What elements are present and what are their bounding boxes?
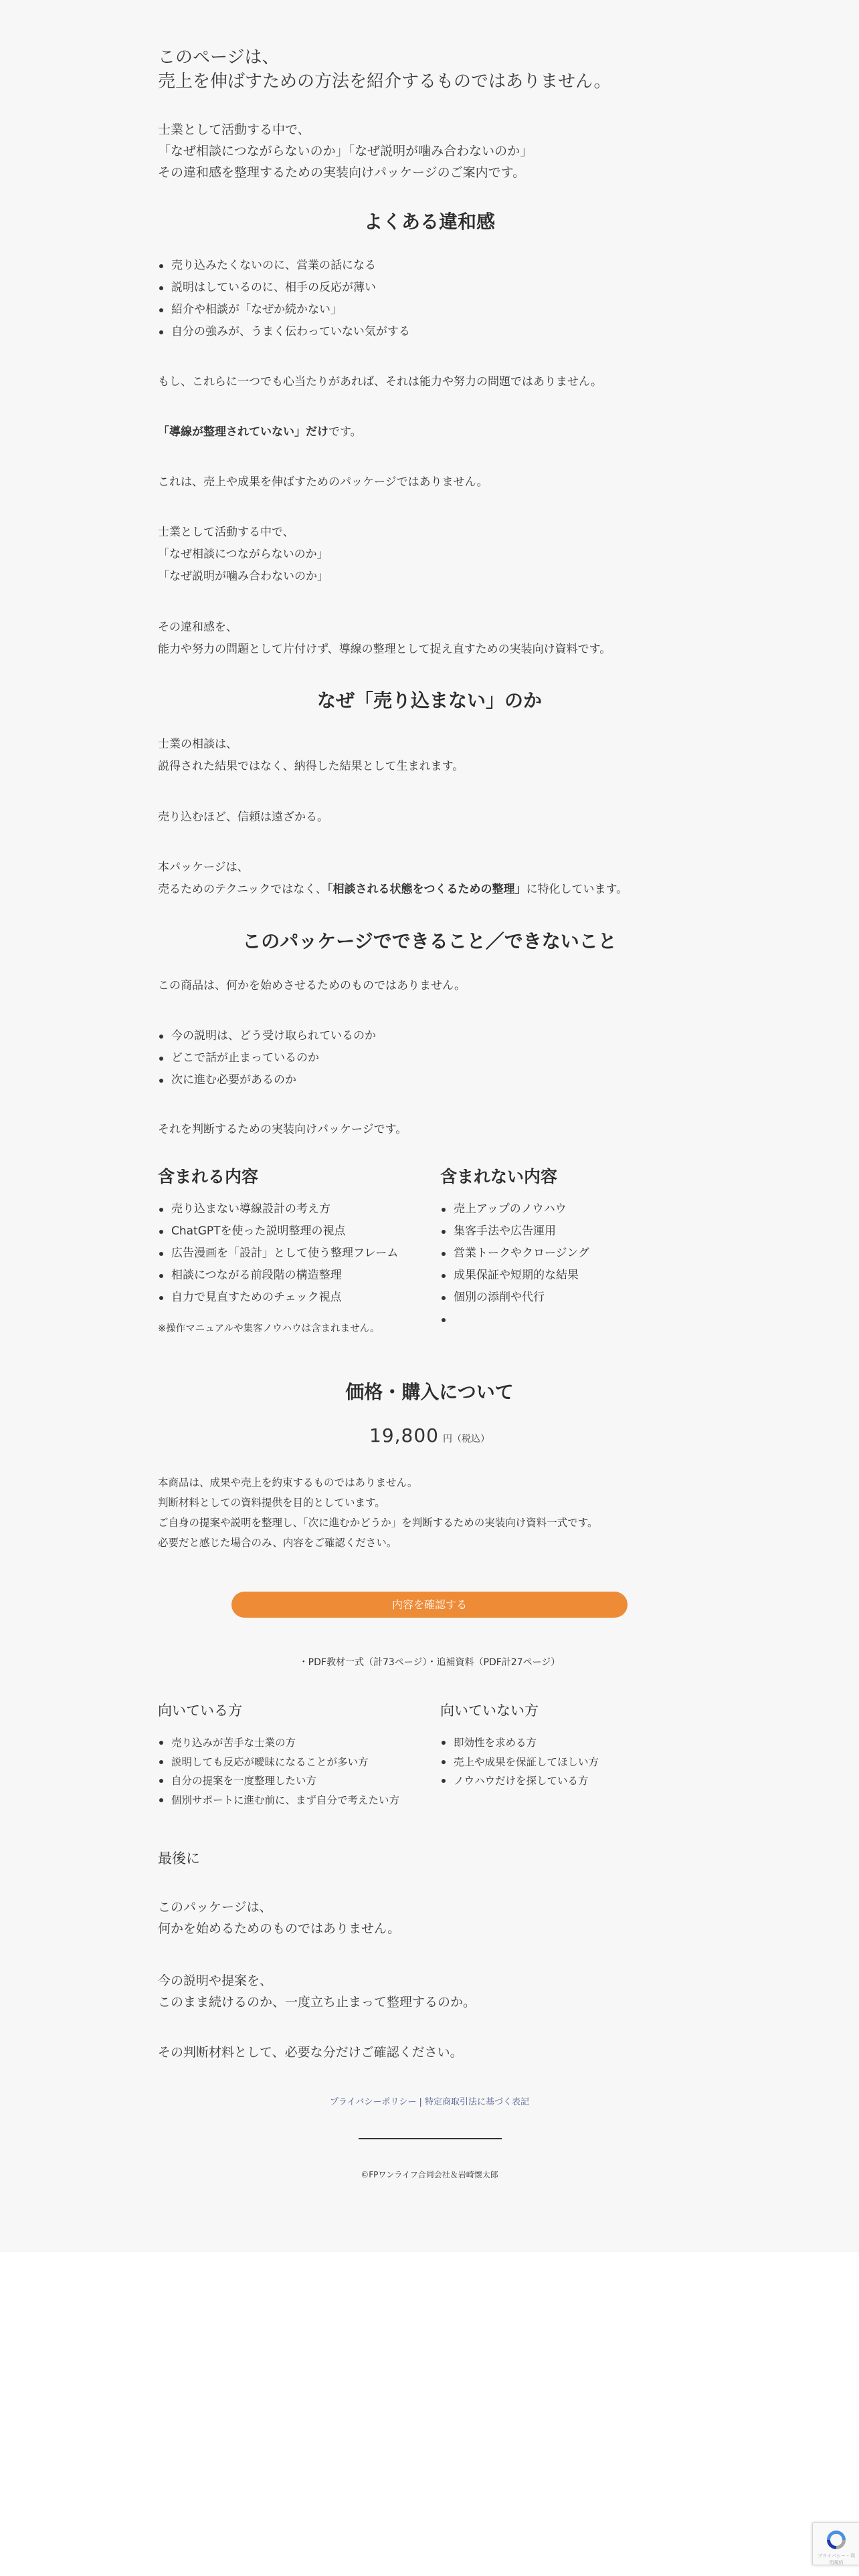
list-item: 相談につながる前段階の構造整理 <box>158 1265 425 1287</box>
closing-paragraph <box>158 1970 701 2013</box>
list-item: 今の説明は、どう受け取られているのか <box>158 1025 701 1047</box>
confirm-content-button[interactable]: 内容を確認する <box>231 1592 628 1618</box>
paragraph-line <box>158 879 701 901</box>
recaptcha-label[interactable]: プライバシー・利用規約 <box>818 2553 855 2565</box>
discomfort-emphasis <box>158 421 701 443</box>
intro-title-line: 売上を伸ばすための方法を紹介するものではありません。 <box>158 72 611 92</box>
not-suited-column <box>440 1700 701 1791</box>
emphasis-rest: です。 <box>328 425 362 439</box>
tokusho-link[interactable]: 特定商取引法に基づく表記 <box>425 2097 530 2107</box>
footer-links <box>158 2095 701 2107</box>
footer-separator: | <box>419 2097 422 2107</box>
list-item: 個別サポートに進む前に、まず自分で考えたい方 <box>158 1791 425 1810</box>
list-item: 広告漫画を「設計」として使う整理フレーム <box>158 1243 425 1265</box>
discomfort-list <box>158 255 701 343</box>
not-included-heading: 含まれない内容 <box>440 1167 558 1186</box>
list-item-empty <box>440 1309 701 1331</box>
list-item: 説明はしているのに、相手の反応が薄い <box>158 277 701 299</box>
list-item: 売上アップのノウハウ <box>440 1198 701 1220</box>
intro-lead-line: その違和感を整理するための実装向けパッケージのご案内です。 <box>158 165 526 180</box>
list-item: 自分の強みが、うまく伝わっていない気がする <box>158 321 701 343</box>
discomfort-paragraph <box>158 617 701 661</box>
why-paragraph <box>158 857 701 901</box>
paragraph-line: ご自身の提案や説明を整理し、「次に進むかどうか」を判断するための実装向け資料一式です。 <box>158 1517 598 1529</box>
discomfort-paragraph: もし、これらに一つでも心当たりがあれば、それは能力や努力の問題ではありません。 <box>158 375 603 389</box>
suited-heading: 向いている方 <box>158 1703 242 1719</box>
list-item: 売り込みたくないのに、営業の話になる <box>158 255 701 277</box>
list-item: 紹介や相談が「なぜか続かない」 <box>158 299 701 321</box>
price-display <box>158 1424 701 1446</box>
list-item: 売り込みが苦手な士業の方 <box>158 1733 425 1753</box>
recaptcha-icon <box>825 2529 848 2551</box>
closing-heading: 最後に <box>158 1850 200 1866</box>
pricing-description <box>158 1473 701 1553</box>
included-column <box>158 1164 425 1337</box>
emphasis-text: 「導線が整理されていない」だけ <box>158 425 328 439</box>
paragraph-line: 必要だと感じた場合のみ、内容をご確認ください。 <box>158 1537 397 1549</box>
closing-paragraph: その判断材料として、必要な分だけご確認ください。 <box>158 2045 463 2060</box>
intro-lead-line: 士業として活動する中で、 <box>158 122 310 137</box>
paragraph-line: その違和感を、 <box>158 621 237 634</box>
suited-column <box>158 1700 425 1810</box>
not-suited-list <box>440 1733 701 1791</box>
paragraph-line: 士業として活動する中で、 <box>158 526 294 539</box>
paragraph-line: 判断材料としての資料提供を目的としています。 <box>158 1497 385 1509</box>
intro-lead <box>158 119 701 183</box>
paragraph-text: 売るためのテクニックではなく、 <box>158 883 327 896</box>
included-note: ※操作マニュアルや集客ノウハウは含まれません。 <box>158 1323 380 1334</box>
paragraph-line: 何かを始めるためのものではありません。 <box>158 1921 401 1936</box>
paragraph-line: 本商品は、成果や売上を約束するものではありません。 <box>158 1477 418 1489</box>
list-item: 自分の提案を一度整理したい方 <box>158 1772 425 1791</box>
list-item: 成果保証や短期的な結果 <box>440 1265 701 1287</box>
paragraph-line: 「なぜ相談につながらないのか」 <box>158 548 328 561</box>
section-heading-can-cannot: このパッケージでできること／できないこと <box>242 930 617 952</box>
intro-title <box>158 45 701 94</box>
included-list <box>158 1198 425 1309</box>
can-cannot-list <box>158 1025 701 1091</box>
paragraph-text: に特化しています。 <box>526 883 628 896</box>
intro-lead-line: 「なぜ相談につながらないのか」「なぜ説明が噛み合わないのか」 <box>158 144 533 158</box>
can-cannot-paragraph: この商品は、何かを始めさせるためのものではありません。 <box>158 979 466 992</box>
not-included-list <box>440 1198 701 1331</box>
footer-divider <box>359 2138 502 2139</box>
why-paragraph: 売り込むほど、信頼は遠ざかる。 <box>158 811 328 824</box>
paragraph-line: 士業の相談は、 <box>158 738 237 751</box>
privacy-policy-link[interactable]: プライバシーポリシー <box>329 2097 417 2107</box>
intro-title-line: このページは、 <box>158 47 280 68</box>
list-item: 集客手法や広告運用 <box>440 1220 701 1243</box>
section-heading-why: なぜ「売り込まない」のか <box>316 689 542 712</box>
paragraph-line: 「なぜ説明が噛み合わないのか」 <box>158 570 328 583</box>
paragraph-line: このパッケージは、 <box>158 1900 272 1915</box>
paragraph-line: 今の説明や提案を、 <box>158 1973 273 1988</box>
paragraph-line: 説得された結果ではなく、納得した結果として生まれます。 <box>158 760 464 773</box>
list-item: 営業トークやクロージング <box>440 1243 701 1265</box>
suited-list <box>158 1733 425 1810</box>
list-item: どこで話が止まっているのか <box>158 1047 701 1069</box>
list-item: 売り込まない導線設計の考え方 <box>158 1198 425 1220</box>
paragraph-line: 能力や努力の問題として片付けず、導線の整理として捉え直すための実装向け資料です。 <box>158 643 611 656</box>
materials-note: ・PDF教材一式（計73ページ）・追補資料（PDF計27ページ） <box>298 1657 561 1668</box>
paragraph-line: 本パッケージは、 <box>158 861 249 874</box>
list-item: 説明しても反応が曖昧になることが多い方 <box>158 1753 425 1772</box>
list-item: 売上や成果を保証してほしい方 <box>440 1753 701 1772</box>
section-heading-pricing: 価格・購入について <box>345 1381 514 1403</box>
not-suited-heading: 向いていない方 <box>440 1703 539 1719</box>
can-cannot-paragraph: それを判断するための実装向けパッケージです。 <box>158 1123 407 1136</box>
list-item: 自力で見直すためのチェック視点 <box>158 1287 425 1309</box>
list-item: 個別の添削や代行 <box>440 1287 701 1309</box>
paragraph-line: このまま続けるのか、一度立ち止まって整理するのか。 <box>158 1995 476 2010</box>
not-included-column <box>440 1164 701 1331</box>
section-heading-discomfort: よくある違和感 <box>363 211 495 233</box>
recaptcha-badge[interactable] <box>812 2523 859 2565</box>
copyright: ©FPワンライフ合同会社＆岩崎懐太郎 <box>361 2170 498 2179</box>
price-value: 19,800 <box>369 1424 439 1446</box>
list-item: ChatGPTを使った説明整理の視点 <box>158 1220 425 1243</box>
closing-paragraph <box>158 1897 701 1939</box>
discomfort-paragraph: これは、売上や成果を伸ばすためのパッケージではありません。 <box>158 475 488 489</box>
discomfort-paragraph <box>158 522 701 588</box>
included-heading: 含まれる内容 <box>158 1167 259 1186</box>
list-item: 即効性を求める方 <box>440 1733 701 1753</box>
emphasis-text: 「相談される状態をつくるための整理」 <box>326 883 527 896</box>
list-item: 次に進む必要があるのか <box>158 1069 701 1091</box>
why-paragraph <box>158 734 701 778</box>
price-unit: 円（税込） <box>442 1434 490 1444</box>
list-item: ノウハウだけを探している方 <box>440 1772 701 1791</box>
